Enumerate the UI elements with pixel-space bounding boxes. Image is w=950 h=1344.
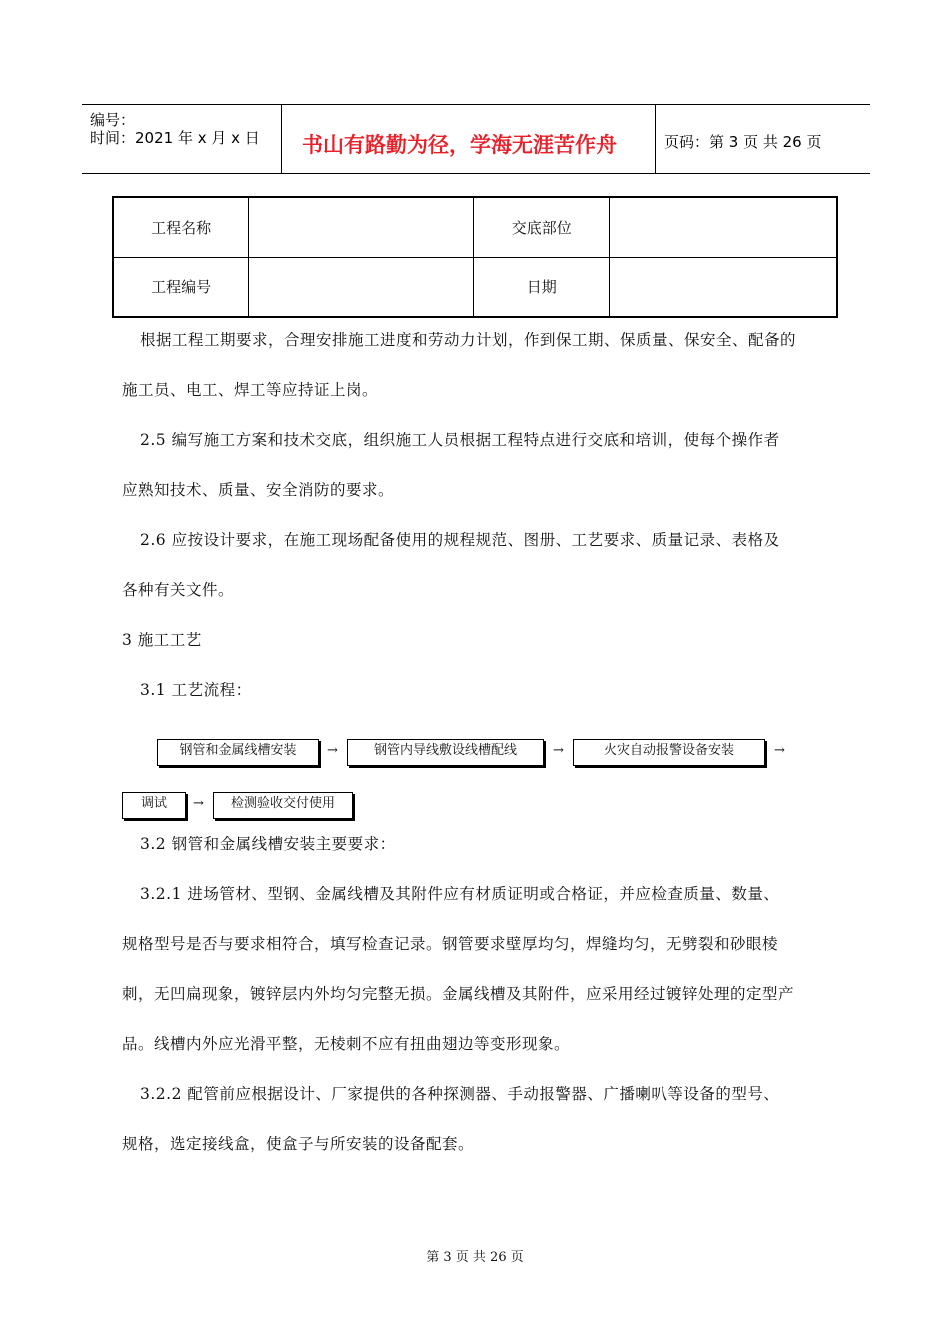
flow-step-steel-pipe-install: 钢管和金属线槽安装 xyxy=(157,739,319,766)
subsection-heading: 3.2 钢管和金属线槽安装主要要求： xyxy=(140,835,396,853)
flow-arrow: → xyxy=(327,743,338,758)
handover-part-value xyxy=(610,197,837,257)
table-row xyxy=(113,257,837,317)
page-footer: 第 3 页 共 26 页 xyxy=(426,1250,524,1265)
header-meta-cell xyxy=(82,105,282,173)
date-label: 日期 xyxy=(474,257,610,317)
project-name-label: 工程名称 xyxy=(113,197,249,257)
paragraph-line: 品。线槽内外应光滑平整，无棱刺不应有扭曲翅边等变形现象。 xyxy=(122,1035,571,1053)
flow-arrow: → xyxy=(553,743,564,758)
paragraph-line: 2.5 编写施工方案和技术交底，组织施工人员根据工程特点进行交底和培训，使每个操作者 xyxy=(140,431,780,449)
project-info-table xyxy=(112,196,838,318)
paragraph-line: 各种有关文件。 xyxy=(122,581,235,599)
paragraph-line: 根据工程工期要求，合理安排施工进度和劳动力计划，作到保工期、保质量、保安全、配备的 xyxy=(140,331,797,349)
project-name-value xyxy=(249,197,474,257)
date-value xyxy=(610,257,837,317)
project-number-value xyxy=(249,257,474,317)
table-row xyxy=(113,197,837,257)
paragraph-line: 3.2.2 配管前应根据设计、厂家提供的各种探测器、手动报警器、广播喇叭等设备的型号、 xyxy=(140,1085,780,1103)
paragraph-line: 施工员、电工、焊工等应持证上岗。 xyxy=(122,381,379,399)
flow-step-alarm-install: 火灾自动报警设备安装 xyxy=(573,739,765,766)
flow-arrow: → xyxy=(774,743,785,758)
subsection-heading: 3.1 工艺流程： xyxy=(140,681,252,699)
section-heading: 3 施工工艺 xyxy=(122,631,202,649)
header-motto-cell xyxy=(282,105,656,173)
motto-text: 书山有路勤为径，学海无涯苦作舟 xyxy=(302,133,617,157)
paragraph-line: 规格型号是否与要求相符合，填写检查记录。钢管要求壁厚均匀，焊缝均匀，无劈裂和砂眼棱 xyxy=(122,935,779,953)
flow-step-acceptance: 检测验收交付使用 xyxy=(213,792,353,819)
paragraph-line: 刺，无凹扁现象，镀锌层内外均匀完整无损。金属线槽及其附件，应采用经过镀锌处理的定型产 xyxy=(122,985,795,1003)
header-page-cell xyxy=(656,105,870,173)
serial-label: 编号： xyxy=(90,111,136,129)
paragraph-line: 规格，选定接线盒，使盒子与所安装的设备配套。 xyxy=(122,1135,475,1153)
flow-arrow: → xyxy=(193,796,204,811)
time-label: 时间：2021 年 x 月 x 日 xyxy=(90,129,260,147)
paragraph-line: 应熟知技术、质量、安全消防的要求。 xyxy=(122,481,395,499)
handover-part-label: 交底部位 xyxy=(474,197,610,257)
page-number-label: 页码：第 3 页 共 26 页 xyxy=(664,133,822,151)
flow-step-wiring: 钢管内导线敷设线槽配线 xyxy=(347,739,544,766)
project-number-label: 工程编号 xyxy=(113,257,249,317)
page-header xyxy=(82,104,870,174)
flow-step-debug: 调试 xyxy=(122,792,186,819)
paragraph-line: 2.6 应按设计要求，在施工现场配备使用的规程规范、图册、工艺要求、质量记录、表格及 xyxy=(140,531,780,549)
paragraph-line: 3.2.1 进场管材、型钢、金属线槽及其附件应有材质证明或合格证，并应检查质量、数量、 xyxy=(140,885,780,903)
